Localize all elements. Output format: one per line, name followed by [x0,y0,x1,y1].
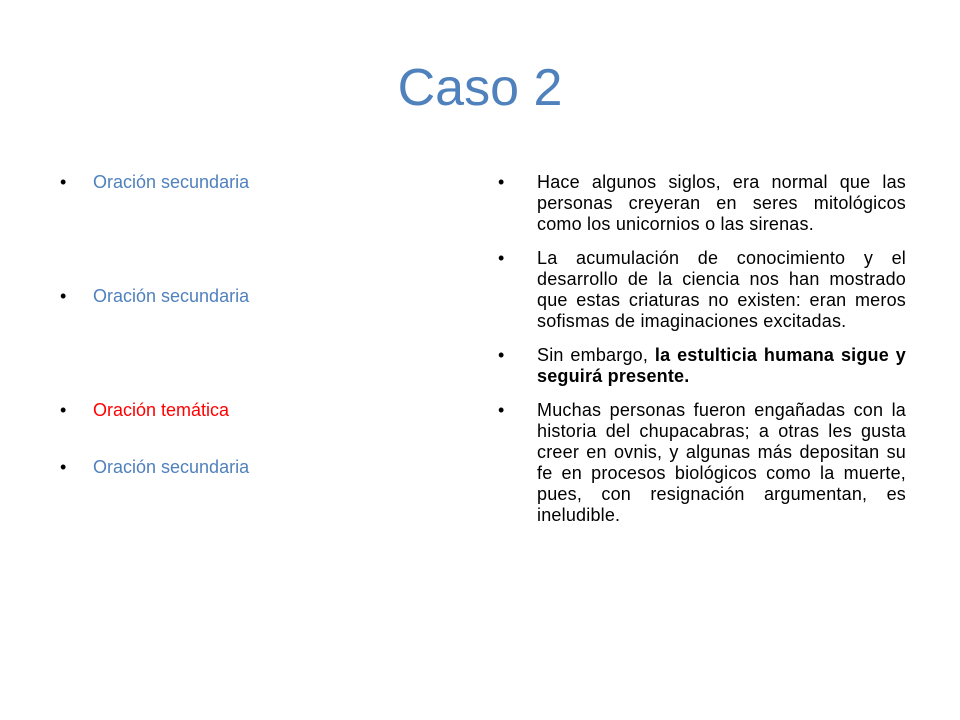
bullet-icon: • [60,286,67,306]
paragraph-4 [498,400,906,526]
paragraph-text: La acumulación de conocimiento y el desarrollo de la ciencia nos han mostrado que estas criaturas no existen: eran meros sofismas de imaginaciones excitadas. [537,248,906,331]
bullet-icon: • [60,400,67,420]
secondary-sentence-label: Oración secundaria [93,172,250,192]
secondary-sentence-label: Oración secundaria [93,286,250,306]
bullet-icon: • [498,248,505,268]
bullet-icon: • [498,345,505,365]
right-bullet-list [498,172,906,539]
bullet-icon: • [498,172,505,192]
thematic-sentence-label: Oración temática [93,400,230,420]
paragraph-text: Hace algunos siglos, era normal que las personas creyeran en seres mitológicos como los unicornios o las sirenas. [537,172,906,234]
secondary-sentence-label: Oración secundaria [93,457,250,477]
bullet-icon: • [60,457,67,477]
bullet-icon: • [498,400,505,420]
slide-title: Caso 2 [397,59,563,117]
bullet-icon: • [60,172,67,192]
paragraph-text: Muchas personas fueron engañadas con la historia del chupacabras; a otras les gusta creer en ovnis, y algunas más depositan su fe en procesos biológicos como la muerte, pues, con resignación argumentan, es ineludible. [537,400,906,525]
paragraph-3 [498,345,906,387]
emphasized-text: la estulticia humana sigue y seguirá presente. [537,345,906,386]
paragraph-text: Sin embargo, [537,345,655,365]
paragraph-2 [498,248,906,332]
paragraph-1 [498,172,906,235]
